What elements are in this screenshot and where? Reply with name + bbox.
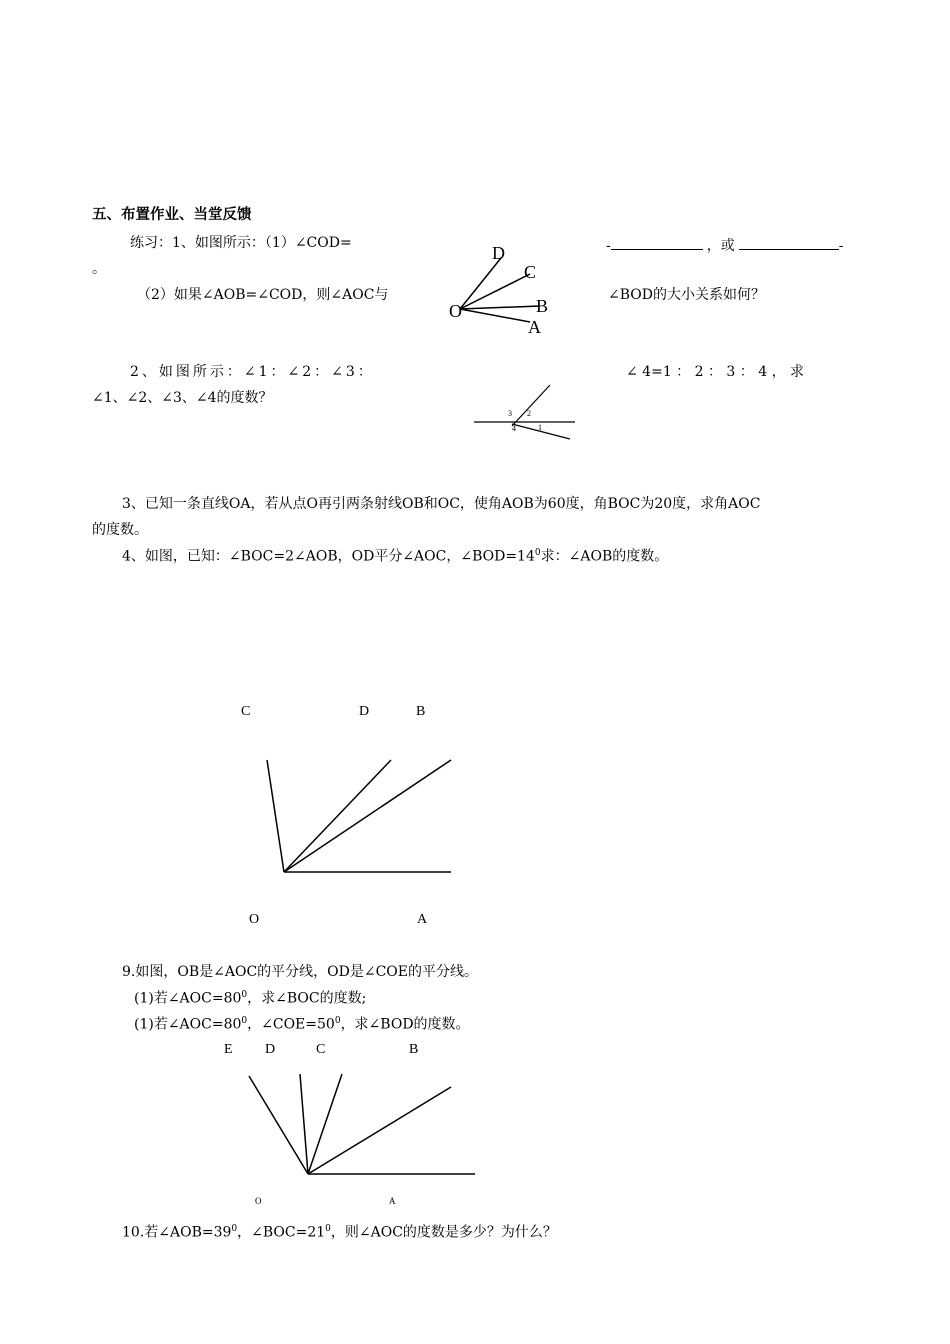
q9-line1: 9.如图，OB是∠AOC的平分线，OD是∠COE的平分线。 <box>122 964 478 980</box>
q10-text <box>122 1225 557 1240</box>
q9-line3-sup1: 0 <box>241 1016 248 1026</box>
q1-dash-2: - <box>838 238 844 254</box>
q9-label-d: D <box>265 1042 276 1057</box>
q9-label-a: A <box>389 1196 396 1206</box>
q9-label-o: O <box>255 1196 262 1206</box>
q9-line2-sup: 0 <box>241 990 248 1000</box>
q1-line3-left: （2）如果∠AOB=∠COD，则∠AOC与 <box>137 287 389 303</box>
q2-label-1: 1 <box>538 423 542 432</box>
q9-label-c: C <box>316 1042 326 1057</box>
q1-label-d: D <box>492 243 505 263</box>
q3-line2: 的度数。 <box>92 522 148 538</box>
q1-line1-left: 练习：1、如图所示：（1）∠COD= <box>130 235 352 251</box>
q2-label-2: 2 <box>527 409 531 418</box>
q9-line3-c: ，求∠BOD的度数。 <box>340 1016 470 1033</box>
q10-text-b: ，∠BOC=21 <box>237 1224 326 1241</box>
q1-or-text: ，或 <box>706 238 735 254</box>
q9-label-e: E <box>224 1042 233 1057</box>
q1-line2: 。 <box>92 261 106 277</box>
q9-line2-b: ，求∠BOC的度数; <box>247 990 367 1007</box>
q9-ray-oe <box>249 1076 308 1174</box>
q2-label-4: 4 <box>512 424 516 433</box>
q1-line3-right: ∠BOD的大小关系如何？ <box>608 287 765 303</box>
q10-text-a: 10.若∠AOB=39 <box>122 1224 232 1241</box>
q10-text-c: ，则∠AOC的度数是多少？为什么？ <box>330 1224 557 1241</box>
q4-label-b: B <box>416 704 426 719</box>
q1-label-b: B <box>536 296 549 316</box>
q9-label-b: B <box>409 1042 419 1057</box>
q4-text-b: 求：∠AOB的度数。 <box>540 548 669 565</box>
q1-label-c: C <box>524 262 537 282</box>
q9-ray-oc <box>308 1074 342 1174</box>
q3-line1: 3、已知一条直线OA，若从点O再引两条射线OB和OC，使角AOB为60度，角BOC为20度，求角AOC <box>122 496 761 512</box>
q9-line2-a: (1)若∠AOC=80 <box>134 990 242 1007</box>
q1-dash-1: - <box>606 238 611 254</box>
section-title: 五、布置作业、当堂反馈 <box>92 207 252 223</box>
q2-line2: ∠1、∠2、∠3、∠4的度数？ <box>92 390 273 406</box>
q9-line3-a: (1)若∠AOC=80 <box>134 1016 242 1033</box>
q4-label-c: C <box>241 704 251 719</box>
q4-label-o: O <box>249 912 260 927</box>
q4-label-a: A <box>417 912 428 927</box>
q10-sup-1: 0 <box>231 1224 238 1234</box>
q9-line3-sup2: 0 <box>334 1016 341 1026</box>
q2-line1-left: 2、如图所示：∠1：∠2：∠3： <box>130 364 375 380</box>
q1-label-a: A <box>528 317 541 337</box>
q4-degree-sup: 0 <box>534 548 541 558</box>
q2-line1-right: ∠ 4=1 ： 2 ： 3 ： 4 ， 求 <box>626 364 805 380</box>
q9-ray-od <box>300 1074 308 1174</box>
q2-label-3: 3 <box>508 409 512 418</box>
q4-label-d: D <box>359 704 370 719</box>
q4-text-a: 4、如图，已知：∠BOC=2∠AOB，OD平分∠AOC，∠BOD=14 <box>122 548 535 565</box>
q9-ray-ob <box>308 1087 451 1174</box>
q9-line3-b: ，∠COE=50 <box>247 1016 335 1033</box>
q10-sup-2: 0 <box>325 1224 331 1234</box>
q1-label-o: O <box>449 301 462 321</box>
